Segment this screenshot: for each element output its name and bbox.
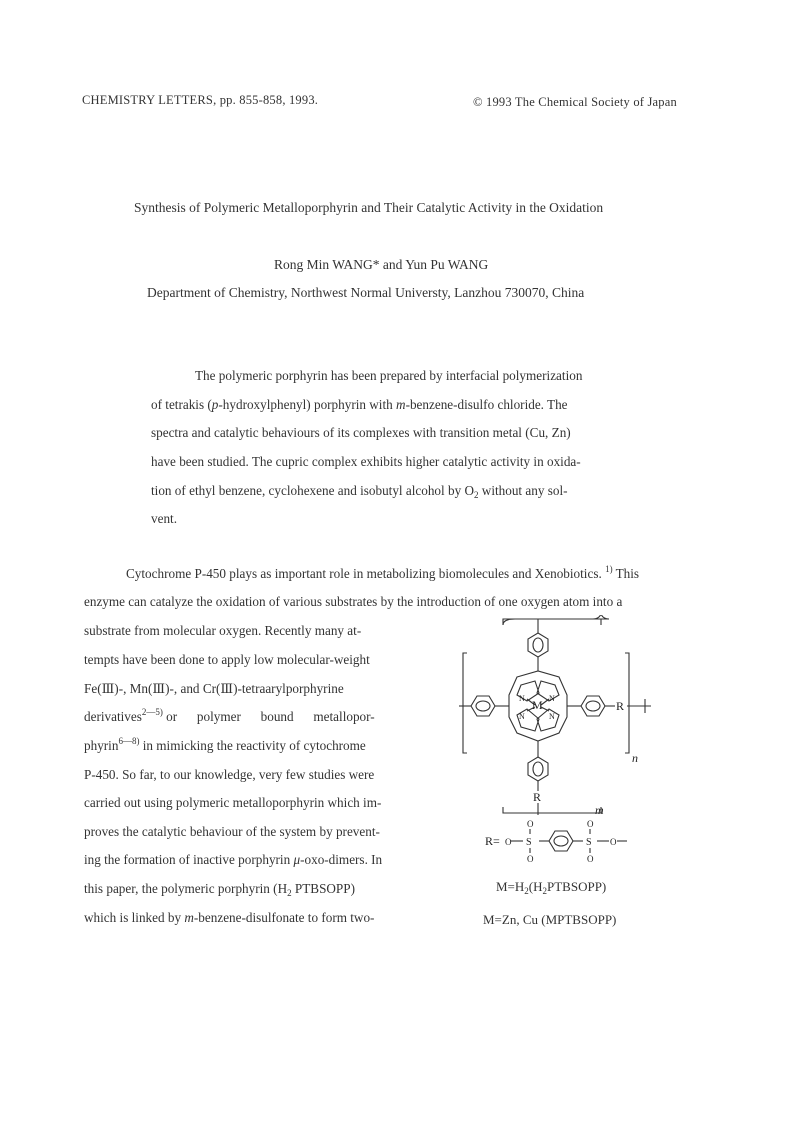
affiliation: Department of Chemistry, Northwest Normal Universty, Lanzhou 730070, China	[147, 285, 585, 300]
r-substituent-label: R	[616, 699, 625, 713]
nitrogen-label: N	[519, 694, 525, 703]
body-line: Cytochrome P-450 plays as important role in metabolizing biomolecules and Xenobiotics. $^{1)}$ This	[126, 564, 640, 581]
sulfur-label: S	[526, 837, 532, 848]
abstract-line: The polymeric porphyrin has been prepared by interfacial polymerization	[195, 368, 583, 383]
body-line: proves the catalytic behaviour of the system by prevent-	[84, 824, 380, 839]
body-line: substrate from molecular oxygen. Recently many at-	[84, 623, 362, 638]
oxygen-label: O	[587, 854, 594, 864]
metal-label: M	[532, 698, 543, 712]
oxygen-label: O	[527, 854, 534, 864]
journal-citation: CHEMISTRY LETTERS, pp. 855-858, 1993.	[82, 93, 319, 107]
sulfur-label: S	[586, 837, 592, 848]
oxygen-label: O	[527, 819, 534, 829]
abstract-line: have been studied. The cupric complex exhibits higher catalytic activity in oxida-	[151, 454, 581, 469]
body-line: carried out using polymeric metalloporphyrin which im-	[84, 795, 382, 810]
body-line: phyrin$^{6—8)}$ in mimicking the reactivity of cytochrome	[84, 736, 366, 753]
body-line: ing the formation of inactive porphyrin μ-oxo-dimers. In	[84, 852, 383, 867]
nitrogen-label: N	[549, 694, 555, 703]
body-line: Fe(Ⅲ)-, Mn(Ⅲ)-, and Cr(Ⅲ)-tetraarylporphyrine	[84, 681, 344, 696]
copyright-notice: © 1993 The Chemical Society of Japan	[473, 95, 677, 109]
oxygen-label: O	[610, 837, 617, 847]
body-line: derivatives$^{2—5)}$ or polymer bound metallopor-	[84, 707, 375, 724]
abstract-line: tion of ethyl benzene, cyclohexene and isobutyl alcohol by $O_2$ without any sol-	[151, 483, 568, 500]
repeat-m-label: m	[595, 803, 604, 817]
polymer-structure-figure	[455, 615, 715, 875]
abstract-line: spectra and catalytic behaviours of its complexes with transition metal (Cu, Zn)	[151, 425, 571, 440]
body-line: this paper, the polymeric porphyrin ($H_2$ PTBSOPP)	[84, 881, 355, 898]
paper-title: Synthesis of Polymeric Metalloporphyrin and Their Catalytic Activity in the Oxidation	[134, 200, 604, 215]
r-substituent-label: R	[533, 790, 542, 804]
body-line: P-450. So far, to our knowledge, very few studies were	[84, 767, 375, 782]
body-line: tempts have been done to apply low molecular-weight	[84, 652, 370, 667]
abstract-line: of tetrakis (p-hydroxylphenyl) porphyrin with m-benzene-disulfo chloride. The	[151, 397, 568, 412]
figure-caption-free-base: $M=H_2(H_2PTBSOPP)$	[496, 879, 607, 896]
abstract-line: vent.	[151, 511, 178, 526]
authors: Rong Min WANG* and Yun Pu WANG	[274, 257, 489, 272]
repeat-n-label: n	[632, 751, 638, 765]
body-line: which is linked by m-benzene-disulfonate to form two-	[84, 910, 375, 925]
body-line: enzyme can catalyze the oxidation of various substrates by the introduction of one oxygen atom into a	[84, 594, 623, 609]
oxygen-label: O	[587, 819, 594, 829]
nitrogen-label: N	[519, 712, 525, 721]
r-definition-label: R=	[485, 834, 500, 848]
figure-caption-metal: M=Zn, Cu (MPTBSOPP)	[483, 912, 617, 927]
nitrogen-label: N	[549, 712, 555, 721]
oxygen-label: O	[505, 837, 512, 847]
